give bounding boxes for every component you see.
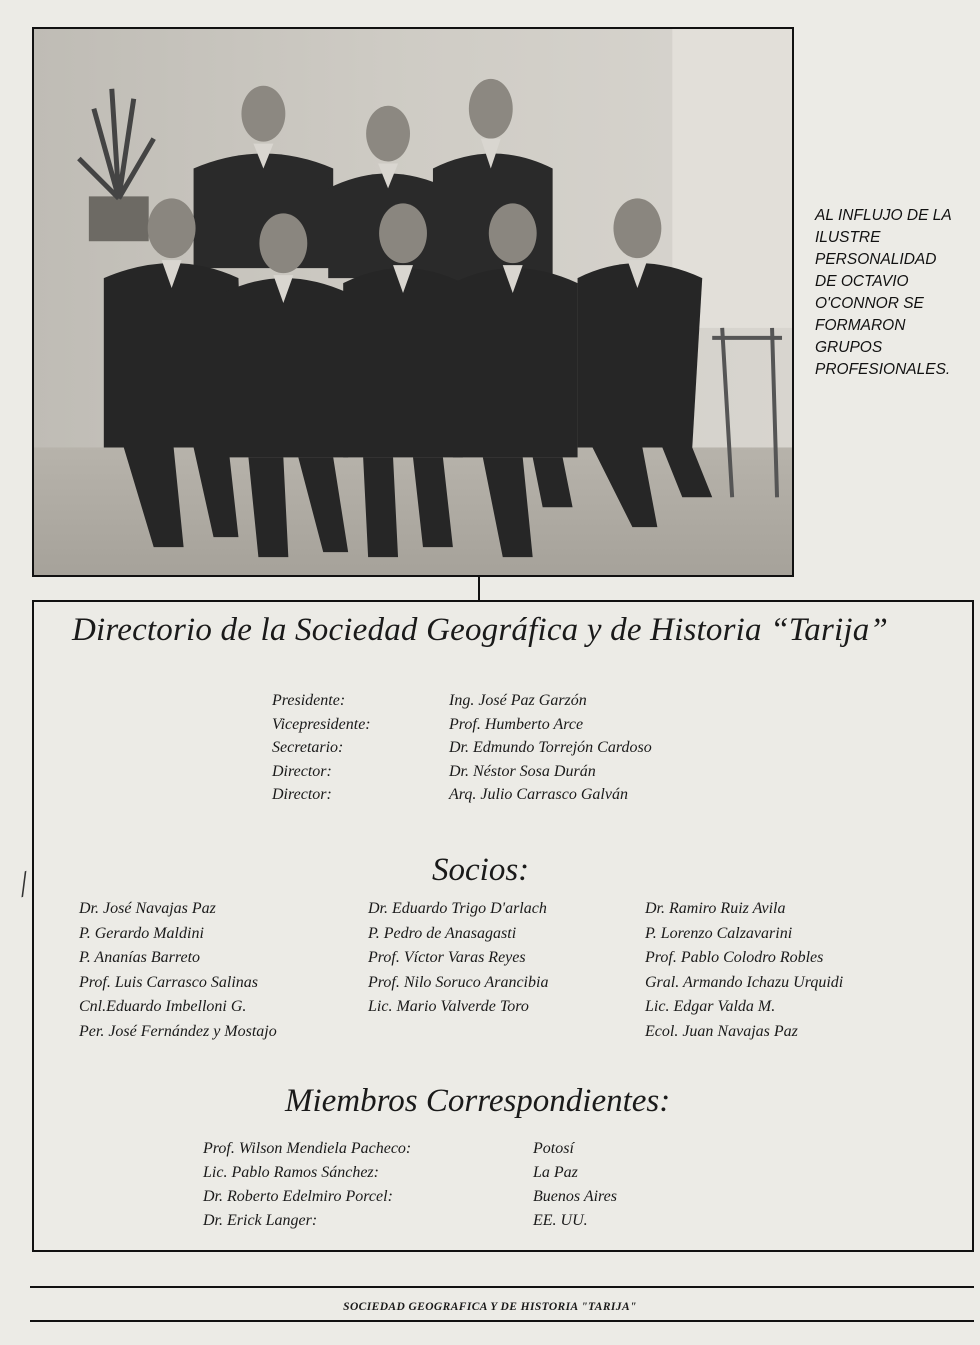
caption-line: PROFESIONALES. [815,361,951,378]
officer-name: Dr. Néstor Sosa Durán [449,762,596,780]
caption-line: ILUSTRE [815,229,881,246]
member-name: Prof. Wilson Mendiela Pacheco: [203,1140,412,1157]
officer-name: Prof. Humberto Arce [449,715,584,733]
member-place: Potosí [533,1140,574,1157]
socios-column-3 [645,900,843,1047]
officer-role: Secretario: [272,739,344,756]
footer-rule-top [30,1286,974,1288]
socio-name: Lic. Edgar Valda M. [645,998,776,1015]
socio-name: Prof. Pablo Colodro Robles [645,949,824,966]
officer-name: Dr. Edmundo Torrejón Cardoso [449,739,652,756]
member-name: Dr. Roberto Edelmiro Porcel: [203,1188,393,1205]
officer-role: Director: [272,762,332,780]
caption-line: O'CONNOR SE [815,295,924,312]
socio-name: Prof. Nilo Soruco Arancibia [368,973,549,991]
box-connector-line [478,577,480,601]
caption-line: PERSONALIDAD [815,251,937,268]
socio-name: Gral. Armando Ichazu Urquidi [645,973,844,991]
caption-line: GRUPOS [815,339,883,356]
socio-name: Dr. José Navajas Paz [79,900,216,917]
socio-name: P. Lorenzo Calzavarini [645,924,793,942]
officer-role: Vicepresidente: [272,715,371,733]
socio-name: Lic. Mario Valverde Toro [368,998,529,1015]
socio-name: P. Ananías Barreto [79,949,201,966]
caption-line: DE OCTAVIO [815,273,909,290]
socio-name: P. Gerardo Maldini [79,924,204,942]
socio-name: Per. José Fernández y Mostajo [79,1022,277,1040]
socio-name: Cnl.Eduardo Imbelloni G. [79,998,247,1015]
group-photograph [32,27,794,577]
member-place: Buenos Aires [533,1188,617,1205]
socio-name: P. Pedro de Anasagasti [368,924,517,942]
officer-role: Presidente: [272,692,346,709]
member-name: Lic. Pablo Ramos Sánchez: [203,1164,379,1181]
stray-mark: ╱ [14,872,34,898]
miembros-heading: Miembros Correspondientes: [285,1083,671,1119]
directory-title: Directorio de la Sociedad Geográfica y de Historia “Tarija” [72,612,888,648]
officer-name: Ing. José Paz Garzón [449,692,587,709]
officer-name: Arq. Julio Carrasco Galván [449,786,628,803]
member-place: La Paz [533,1164,578,1181]
photo-caption [815,205,973,381]
socios-column-1 [79,900,277,1047]
socios-column-2 [368,900,548,1023]
member-place: EE. UU. [533,1212,588,1229]
member-name: Dr. Erick Langer: [203,1212,318,1229]
caption-line: FORMARON [815,317,906,334]
socios-heading: Socios: [432,852,530,888]
officer-role: Director: [272,786,332,803]
socio-name: Dr. Ramiro Ruiz Avila [645,900,786,917]
socio-name: Ecol. Juan Navajas Paz [645,1022,798,1040]
socio-name: Dr. Eduardo Trigo D'arlach [368,900,547,917]
socio-name: Prof. Luis Carrasco Salinas [79,973,258,991]
caption-line: AL INFLUJO DE LA [815,207,952,224]
running-footer: SOCIEDAD GEOGRAFICA Y DE HISTORIA "TARIJA" [343,1301,637,1313]
footer-rule-bottom [30,1320,974,1322]
socio-name: Prof. Víctor Varas Reyes [368,949,526,966]
